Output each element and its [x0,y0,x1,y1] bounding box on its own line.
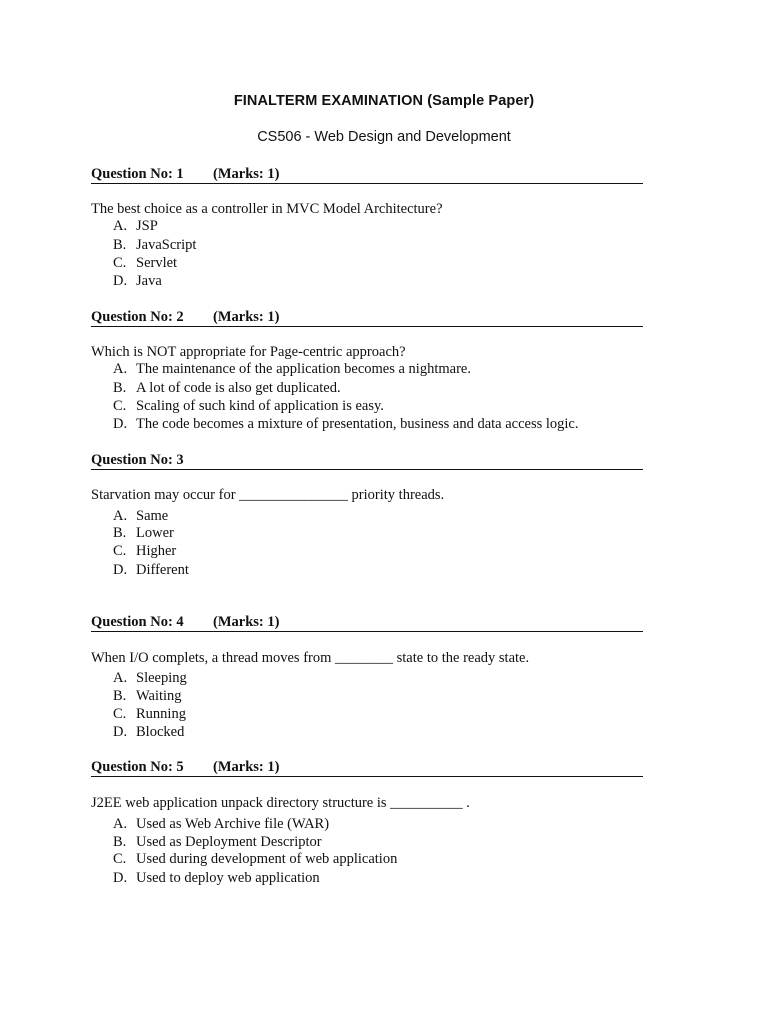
exam-subtitle: CS506 - Web Design and Development [257,129,511,145]
question-1-option-c [113,255,177,272]
question-4-option-d [113,724,184,741]
option-letter: D. [113,273,128,289]
question-5-text: J2EE web application unpack directory structure is __________ . [91,795,470,811]
option-text: Used during development of web application [136,851,398,867]
option-text: JavaScript [136,237,197,253]
question-1-text: The best choice as a controller in MVC Model Architecture? [91,201,443,217]
option-letter: D. [113,562,128,578]
question-2-option-c [113,398,384,415]
option-letter: A. [113,508,128,524]
option-text: Same [136,508,169,524]
question-marks: (Marks: 1) [213,166,280,182]
exam-title: FINALTERM EXAMINATION (Sample Paper) [233,93,535,109]
question-3-option-b [113,525,174,542]
option-letter: B. [113,380,127,396]
option-text: The maintenance of the application becomes a nightmare. [136,361,471,377]
option-text: Blocked [136,724,185,740]
option-letter: C. [113,706,127,722]
option-text: JSP [136,218,158,234]
question-4-option-c [113,706,186,723]
question-4-heading [91,614,643,632]
option-letter: D. [113,416,128,432]
option-letter: D. [113,724,128,740]
question-number: Question No: 3 [91,452,184,468]
question-5-option-b [113,834,322,851]
option-letter: A. [113,361,128,377]
option-letter: C. [113,398,127,414]
question-1-heading [91,166,643,184]
question-3-option-d [113,562,189,579]
option-text: Used as Deployment Descriptor [136,834,322,850]
option-text: A lot of code is also get duplicated. [136,380,341,396]
question-5-heading [91,759,643,777]
option-text: Used to deploy web application [136,870,320,886]
option-letter: A. [113,670,128,686]
question-number: Question No: 5 [91,759,184,775]
question-2-heading [91,309,643,327]
question-2-text: Which is NOT appropriate for Page-centric approach? [91,344,406,360]
question-number: Question No: 1 [91,166,184,182]
option-letter: C. [113,255,127,271]
option-letter: A. [113,218,128,234]
option-letter: C. [113,851,127,867]
question-2-option-d [113,416,579,433]
question-5-option-d [113,870,320,887]
option-text: The code becomes a mixture of presentation, business and data access logic. [136,416,579,432]
option-letter: B. [113,237,127,253]
option-text: Servlet [136,255,178,271]
question-4-text: When I/O complets, a thread moves from ________ state to the ready state. [91,650,530,666]
option-text: Running [136,706,186,722]
option-text: Higher [136,543,177,559]
question-marks: (Marks: 1) [213,614,280,630]
option-letter: B. [113,688,127,704]
question-number: Question No: 2 [91,309,184,325]
question-5-option-c [113,851,397,868]
question-2-option-b [113,380,341,397]
option-letter: C. [113,543,127,559]
option-text: Scaling of such kind of application is easy. [136,398,384,414]
question-4-option-b [113,688,182,705]
option-letter: B. [113,525,127,541]
question-1-option-b [113,237,196,254]
option-text: Different [136,562,189,578]
question-marks: (Marks: 1) [213,309,280,325]
question-number: Question No: 4 [91,614,184,630]
question-3-heading [91,452,643,470]
question-2-option-a [113,361,471,378]
option-text: Java [136,273,162,289]
question-marks: (Marks: 1) [213,759,280,775]
question-3-option-c [113,543,176,560]
question-4-option-a [113,670,187,687]
option-text: Used as Web Archive file (WAR) [136,816,330,832]
question-5-option-a [113,816,329,833]
question-1-option-d [113,273,162,290]
question-1-option-a [113,218,158,235]
option-text: Sleeping [136,670,187,686]
question-3-option-a [113,508,168,525]
option-letter: A. [113,816,128,832]
option-letter: B. [113,834,127,850]
option-text: Lower [136,525,174,541]
question-3-text: Starvation may occur for _______________ priority threads. [91,487,445,503]
option-letter: D. [113,870,128,886]
option-text: Waiting [136,688,182,704]
